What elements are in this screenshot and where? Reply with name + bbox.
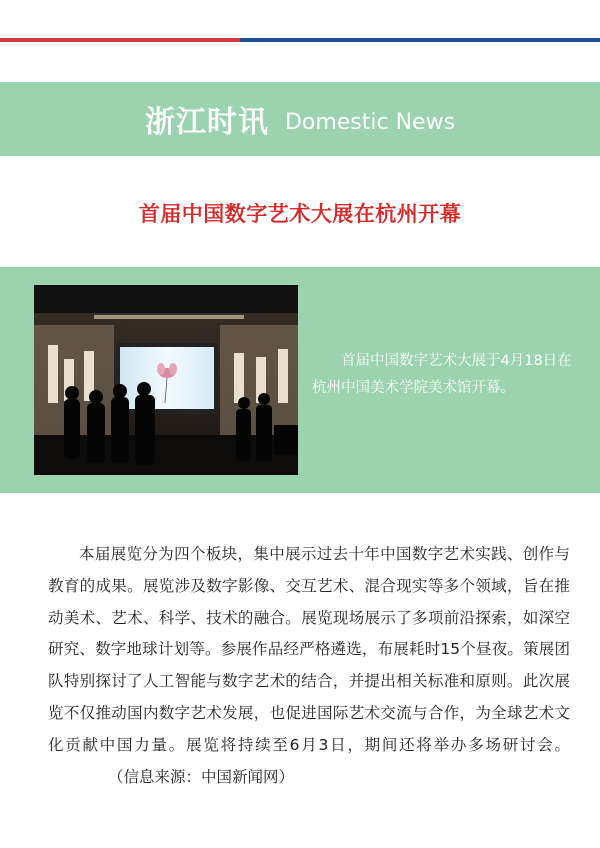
article-headline: 首届中国数字艺术大展在杭州开幕	[138, 202, 462, 226]
top-rule-red	[0, 38, 240, 42]
exhibition-hall-photo	[34, 285, 298, 475]
section-title-en: Domestic News	[284, 109, 456, 135]
article-body	[48, 539, 570, 793]
feature-band	[0, 267, 600, 493]
top-rule-blue	[240, 38, 600, 42]
section-title-cn: 浙江时讯	[144, 105, 269, 140]
section-header	[0, 82, 600, 156]
top-rule	[0, 38, 600, 42]
article-source: （信息来源：中国新闻网）	[108, 767, 295, 786]
article-body-text: 本届展览分为四个板块，集中展示过去十年中国数字艺术实践、创作与教育的成果。展览涉及数字影像、交互艺术、混合现实等多个领域，旨在推动美术、艺术、科学、技术的融合。展览现场展示了多项前沿探索，如深空研究、数字地球计划等。参展作品经严格遴选，布展耗时15个昼夜。策展团队特别探讨了人工智能与数字艺术的结合，并提出相关标准和原则。此次展览不仅推动国内数字艺术发展，也促进国际艺术交流与合作，为全球艺术文化贡献中国力量。展览将持续至6月3日，期间还将举办多场研讨会。	[48, 545, 570, 754]
photo-caption: 首届中国数字艺术大展于4月18日在杭州中国美术学院美术馆开幕。	[312, 353, 572, 396]
